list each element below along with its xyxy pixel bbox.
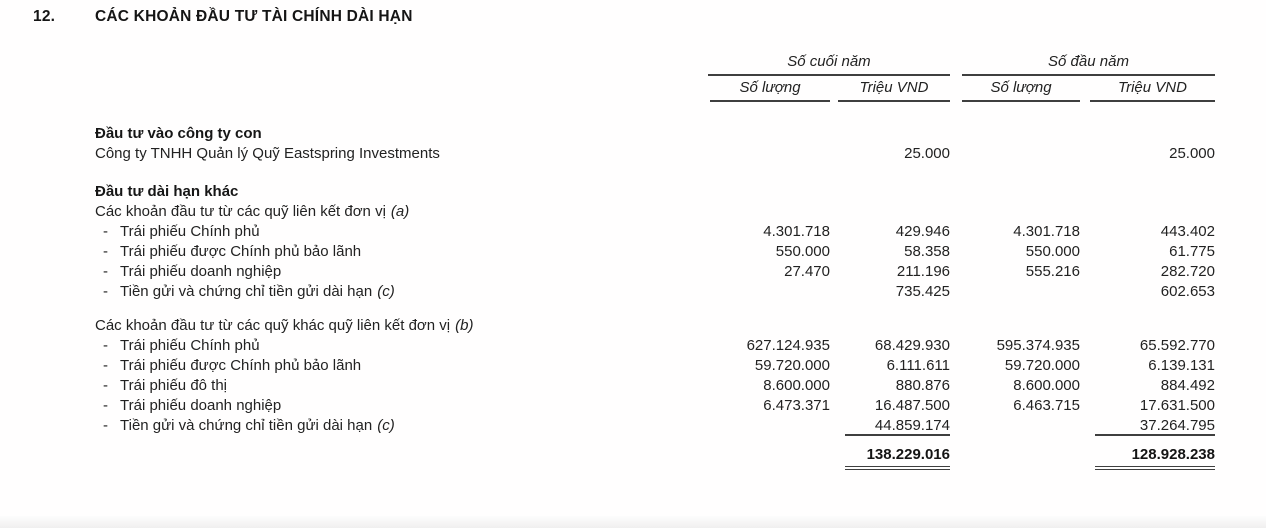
cell-vnd-end: 211.196 [896,263,950,280]
cell-qty-start: 6.463.715 [1013,397,1080,414]
row-label [95,356,690,376]
cell-vnd-end: 25.000 [904,145,950,162]
row-label-text: Trái phiếu doanh nghiệp [120,263,282,280]
bullet-dash: - [103,223,108,240]
table-row [95,144,1215,164]
cell-vnd-start: 17.631.500 [1139,397,1215,414]
table-row [95,336,1215,356]
row-label-text: Tiền gửi và chứng chỉ tiền gửi dài hạn [120,283,373,300]
cell-vnd-start-subtotal: 37.264.795 [1095,416,1215,436]
bullet-dash: - [103,263,108,280]
grand-total-row [95,444,1215,470]
cell-qty-end: 6.473.371 [763,397,830,414]
row-label-text: Tiền gửi và chứng chỉ tiền gửi dài hạn [120,417,373,434]
section-title-other-longterm: Đầu tư dài hạn khác [95,183,239,200]
table-row [95,242,1215,262]
cell-vnd-start: 25.000 [1169,145,1215,162]
row-label [95,222,690,242]
group-label-text: Các khoản đầu tư từ các quỹ khác quỹ liên kết đơn vị [95,317,451,334]
table-subheader-row [95,76,1215,102]
row-label [95,282,690,302]
cell-qty-end: 4.301.718 [763,223,830,240]
cell-vnd-end: 6.111.611 [886,357,950,374]
table-row [95,222,1215,242]
group-note: (a) [390,203,410,220]
table-row [95,376,1215,396]
row-label-text: Trái phiếu được Chính phủ bảo lãnh [120,357,362,374]
table-row [95,396,1215,416]
cell-vnd-start: 884.492 [1160,377,1215,394]
total-qty-start [950,444,1080,470]
group-a-label [95,202,690,222]
table-row [95,182,1215,202]
row-label-text: Trái phiếu được Chính phủ bảo lãnh [120,243,362,260]
page-bottom-scan-edge [0,516,1266,528]
col-header-quantity-start: Số lượng [962,76,1080,102]
cell-qty-end: 8.600.000 [763,377,830,394]
cell-qty-start [950,144,1080,164]
table-row [95,316,1215,336]
row-label [95,396,690,416]
investments-table [95,50,1215,470]
group-note: (b) [455,317,474,334]
section-number: 12. [33,8,56,25]
cell-qty-start [950,282,1080,302]
colgroup-start-of-year: Số đầu năm [962,50,1215,76]
page-title: CÁC KHOẢN ĐẦU TƯ TÀI CHÍNH DÀI HẠN [95,8,413,25]
row-label-text: Trái phiếu đô thị [120,377,228,394]
cell-qty-start: 8.600.000 [1013,377,1080,394]
table-colgroup-header-row [95,50,1215,76]
cell-qty-end [690,282,830,302]
row-label: Công ty TNHH Quản lý Quỹ Eastspring Investments [95,145,440,162]
cell-qty-end: 550.000 [775,243,830,260]
section-heading [33,8,413,26]
cell-qty-end [690,144,830,164]
row-label [95,242,690,262]
bullet-dash: - [103,417,108,434]
cell-qty-end [690,416,830,436]
col-header-vnd-start: Triệu VND [1090,76,1215,102]
total-qty-end [690,444,830,470]
bullet-dash: - [103,243,108,260]
row-note: (c) [377,283,395,300]
cell-qty-start: 59.720.000 [1004,357,1080,374]
cell-vnd-end: 68.429.930 [874,337,950,354]
cell-vnd-start: 61.775 [1169,243,1215,260]
row-label-text: Trái phiếu Chính phủ [120,337,260,354]
cell-vnd-end: 58.358 [904,243,950,260]
total-vnd-start: 128.928.238 [1095,444,1215,470]
cell-qty-end: 627.124.935 [746,337,830,354]
col-header-quantity-end: Số lượng [710,76,830,102]
cell-qty-start: 555.216 [1025,263,1080,280]
table-row [95,202,1215,222]
cell-vnd-end: 735.425 [895,283,950,300]
cell-vnd-start: 65.592.770 [1139,337,1215,354]
total-label-spacer [95,444,690,470]
cell-vnd-end: 880.876 [895,377,950,394]
cell-qty-start: 4.301.718 [1013,223,1080,240]
row-label [95,376,690,396]
cell-qty-end: 59.720.000 [754,357,830,374]
cell-vnd-end-subtotal: 44.859.174 [845,416,950,436]
col-header-vnd-end: Triệu VND [838,76,950,102]
bullet-dash: - [103,377,108,394]
bullet-dash: - [103,283,108,300]
table-row [95,416,1215,436]
bullet-dash: - [103,337,108,354]
subheader-spacer [95,76,690,102]
row-label [95,416,690,436]
bullet-dash: - [103,397,108,414]
cell-vnd-end: 16.487.500 [874,397,950,414]
table-row [95,262,1215,282]
bullet-dash: - [103,357,108,374]
group-b-label [95,316,690,336]
cell-qty-start [950,416,1080,436]
cell-qty-start: 550.000 [1025,243,1080,260]
cell-vnd-start: 6.139.131 [1148,357,1215,374]
cell-vnd-start: 602.653 [1160,283,1215,300]
cell-qty-start: 595.374.935 [996,337,1080,354]
colgroup-end-of-year: Số cuối năm [708,50,950,76]
cell-vnd-start: 443.402 [1160,223,1215,240]
cell-vnd-start: 282.720 [1160,263,1215,280]
colgroup-spacer [95,50,690,76]
row-label [95,336,690,356]
table-row [95,356,1215,376]
row-note: (c) [377,417,395,434]
cell-qty-end: 27.470 [784,263,830,280]
row-label-text: Trái phiếu doanh nghiệp [120,397,282,414]
table-row [95,282,1215,302]
table-row [95,124,1215,144]
group-label-text: Các khoản đầu tư từ các quỹ liên kết đơn vị [95,203,386,220]
row-label-text: Trái phiếu Chính phủ [120,223,260,240]
total-vnd-end: 138.229.016 [845,444,950,470]
cell-vnd-end: 429.946 [895,223,950,240]
row-label [95,262,690,282]
section-title-subsidiary: Đầu tư vào công ty con [95,125,262,142]
